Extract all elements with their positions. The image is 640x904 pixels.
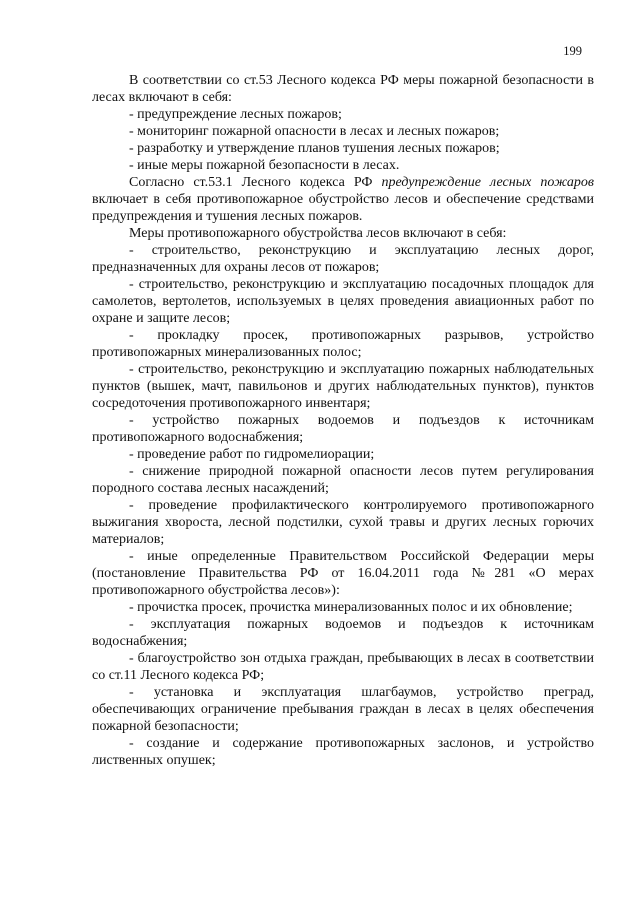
document-body (92, 72, 594, 769)
intro-paragraph: В соответствии со ст.53 Лесного кодекса РФ меры пожарной безопасности в лесах включают в себя: (92, 73, 594, 105)
list-item: - создание и содержание противопожарных заслонов, и устройство лиственных опушек; (92, 736, 594, 768)
list-item: - иные определенные Правительством Российской Федерации меры (постановление Правительства РФ от 16.04.2011 года №281 «О мерах противопожарного обустройства лесов»): (92, 549, 594, 598)
definition-text-before: Согласно ст.53.1 Лесного кодекса РФ (129, 175, 382, 190)
list-item: - устройство пожарных водоемов и подъездов к источникам противопожарного водоснабжения; (92, 413, 594, 445)
list-item: - прочистка просек, прочистка минерализованных полос и их обновление; (129, 600, 573, 615)
list-heading: Меры противопожарного обустройства лесов включают в себя: (129, 226, 507, 241)
list-item: - проведение работ по гидромелиорации; (129, 447, 375, 462)
list-item: - прокладку просек, противопожарных разрывов, устройство противопожарных минерализованных полос; (92, 328, 594, 360)
list-item: - благоустройство зон отдыха граждан, пребывающих в лесах в соответствии со ст.11 Лесного кодекса РФ; (92, 651, 594, 683)
list-item: - мониторинг пожарной опасности в лесах и лесных пожаров; (129, 124, 500, 139)
list-item: - предупреждение лесных пожаров; (129, 107, 342, 122)
definition-text-after: включает в себя противопожарное обустройство лесов и обеспечение средствами предупреждения и тушения лесных пожаров. (92, 192, 594, 224)
list-item: - строительство, реконструкцию и эксплуатацию посадочных площадок для самолетов, вертолетов, используемых в целях проведения авиационных работ по охране и защите лесов; (92, 277, 594, 326)
definition-paragraph (92, 174, 594, 225)
emphasized-term: предупреждение лесных пожаров (381, 175, 594, 190)
list-item: - снижение природной пожарной опасности лесов путем регулирования породного состава лесных насаждений; (92, 464, 594, 496)
list-item: - разработку и утверждение планов тушения лесных пожаров; (129, 141, 500, 156)
list-item: - строительство, реконструкцию и эксплуатацию пожарных наблюдательных пунктов (вышек, мачт, павильонов и других наблюдательных пунктов), пунктов сосредоточения противопожарного инвентаря; (92, 362, 594, 411)
list-item: - строительство, реконструкцию и эксплуатацию лесных дорог, предназначенных для охраны лесов от пожаров; (92, 243, 594, 275)
list-item: - эксплуатация пожарных водоемов и подъездов к источникам водоснабжения; (92, 617, 594, 649)
list-item: - установка и эксплуатация шлагбаумов, устройство преград, обеспечивающих ограничение пребывания граждан в лесах в целях обеспечения пожарной безопасности; (92, 685, 594, 734)
list-item: - иные меры пожарной безопасности в лесах. (129, 158, 400, 173)
list-item: - проведение профилактического контролируемого противопожарного выжигания хвороста, лесной подстилки, сухой травы и других лесных горючих материалов; (92, 498, 594, 547)
page-number: 199 (563, 44, 582, 58)
